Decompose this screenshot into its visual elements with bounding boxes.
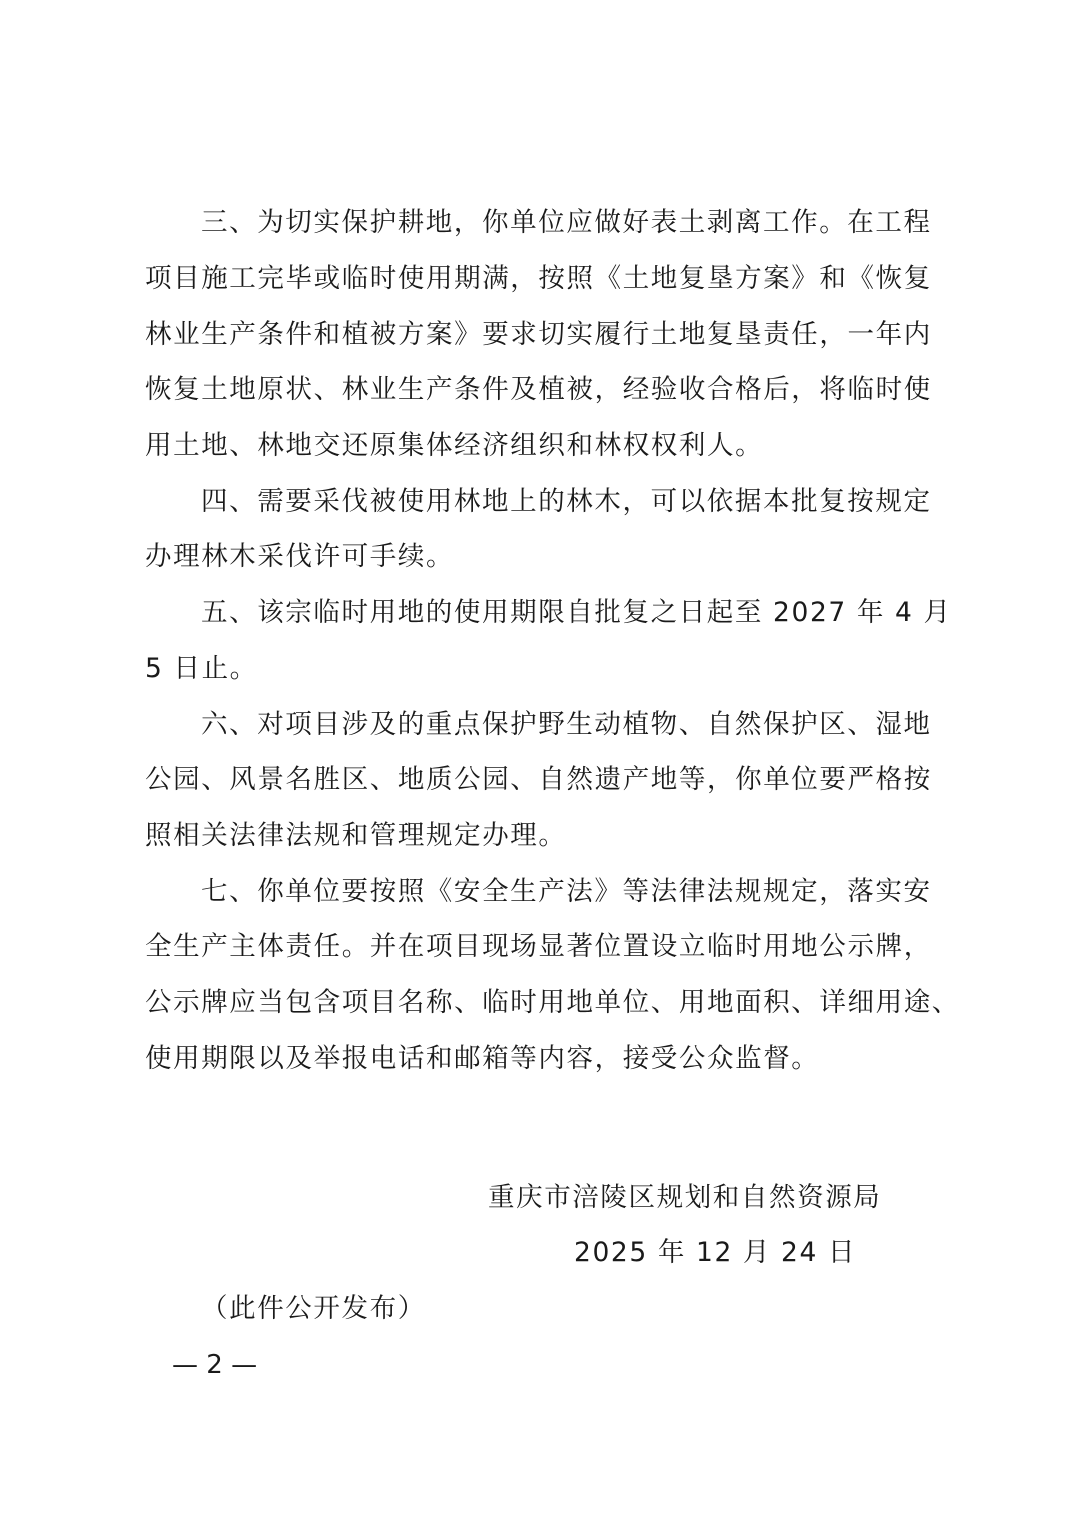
page-number: — 2 — — [172, 1350, 258, 1380]
paragraph-4-line-1: 四、需要采伐被使用林地上的林木，可以依据本批复按规定 — [201, 486, 932, 517]
paragraph-7-line-4: 使用期限以及举报电话和邮箱等内容，接受公众监督。 — [145, 1043, 820, 1074]
paragraph-3-line-1: 三、为切实保护耕地，你单位应做好表土剥离工作。在工程 — [201, 207, 932, 238]
paragraph-3-line-3: 林业生产条件和植被方案》要求切实履行土地复垦责任，一年内 — [145, 319, 932, 350]
paragraph-3-line-5: 用土地、林地交还原集体经济组织和林权权利人。 — [145, 430, 764, 461]
paragraph-7-line-1: 七、你单位要按照《安全生产法》等法律法规规定，落实安 — [201, 876, 932, 907]
paragraph-7-line-3: 公示牌应当包含项目名称、临时用地单位、用地面积、详细用途、 — [145, 987, 960, 1018]
paragraph-6-line-1: 六、对项目涉及的重点保护野生动植物、自然保护区、湿地 — [201, 709, 932, 740]
paragraph-6-line-2: 公园、风景名胜区、地质公园、自然遗产地等，你单位要严格按 — [145, 764, 932, 795]
issuer-name: 重庆市涪陵区规划和自然资源局 — [488, 1182, 882, 1213]
paragraph-3-line-2: 项目施工完毕或临时使用期满，按照《土地复垦方案》和《恢复 — [145, 263, 932, 294]
paragraph-7-line-2: 全生产主体责任。并在项目现场显著位置设立临时用地公示牌， — [145, 931, 932, 962]
paragraph-4-line-2: 办理林木采伐许可手续。 — [145, 541, 455, 572]
paragraph-6-line-3: 照相关法律法规和管理规定办理。 — [145, 820, 567, 851]
paragraph-5-line-2: 5 日止。 — [145, 653, 258, 684]
paragraph-3-line-4: 恢复土地原状、林业生产条件及植被，经验收合格后，将临时使 — [145, 374, 932, 405]
paragraph-5-line-1: 五、该宗临时用地的使用期限自批复之日起至 2027 年 4 月 — [201, 597, 952, 628]
issue-date: 2025 年 12 月 24 日 — [574, 1237, 857, 1268]
publication-note: （此件公开发布） — [201, 1293, 426, 1324]
